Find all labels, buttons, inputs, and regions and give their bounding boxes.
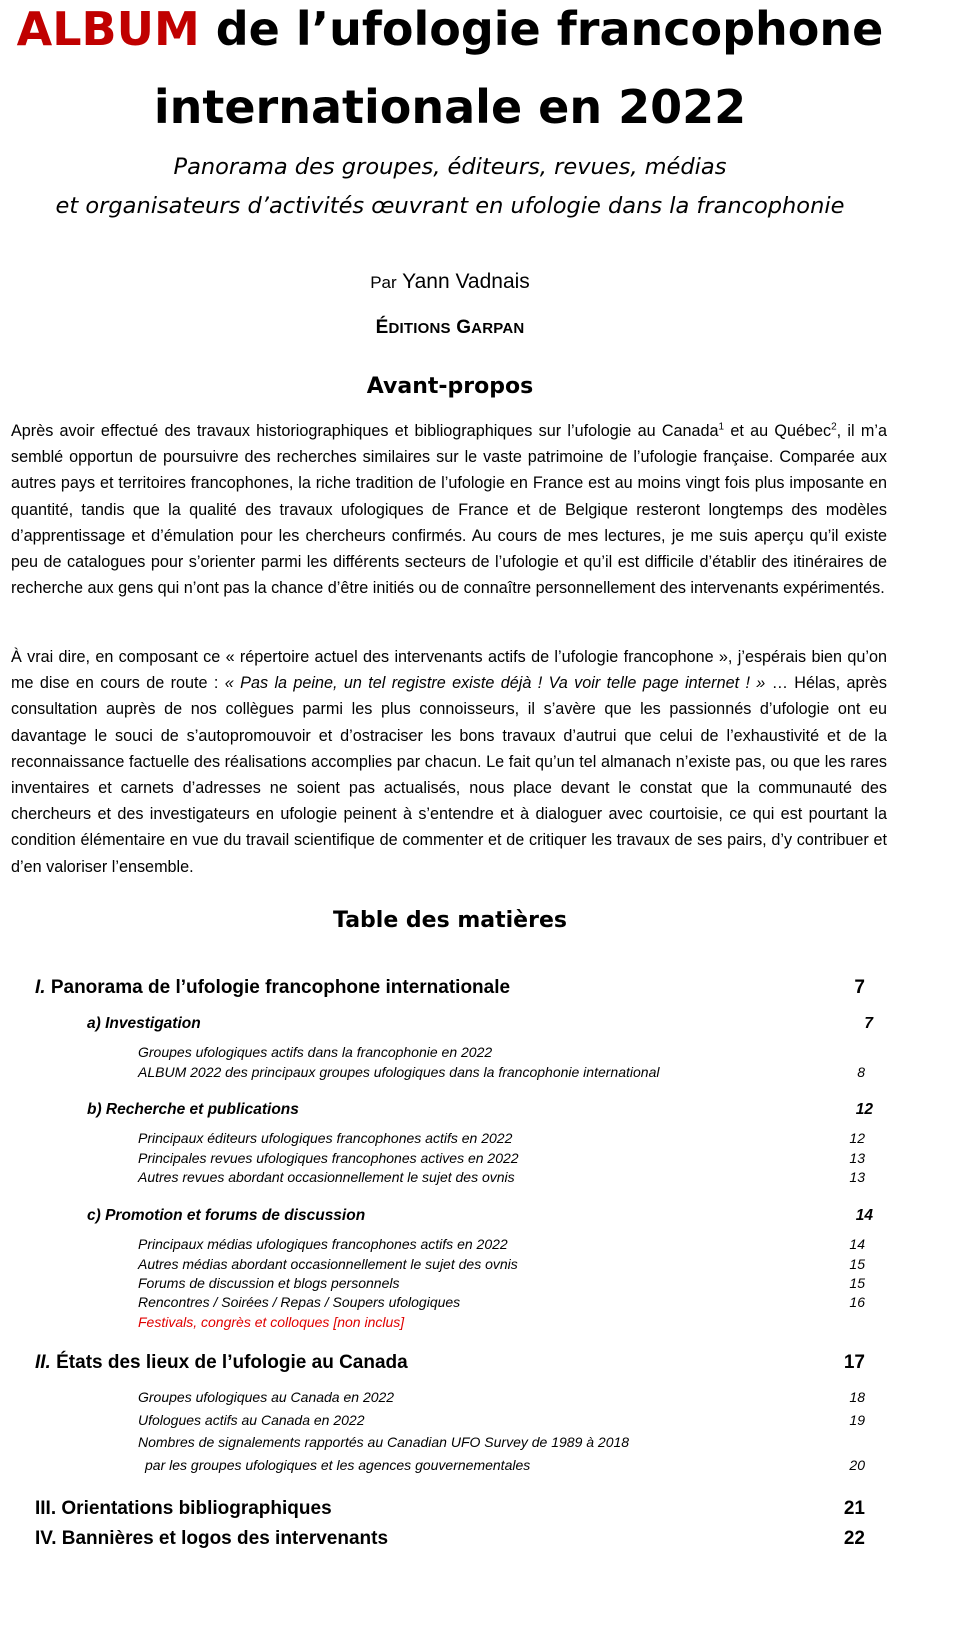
author-name: Yann Vadnais bbox=[402, 270, 530, 293]
toc-item-continuation[interactable] bbox=[0, 1457, 979, 1481]
toc-item-label: ALBUM 2022 des principaux groupes ufologiques dans la francophonie international bbox=[138, 1064, 660, 1080]
byline-prefix: Par bbox=[370, 273, 397, 292]
toc-subsection-1c[interactable] bbox=[0, 1207, 979, 1231]
toc-section-2[interactable] bbox=[0, 1352, 979, 1376]
toc-section-2-label: États des lieux de l’ufologie au Canada bbox=[50, 1352, 408, 1373]
toc-item-label: Principaux médias ufologiques francophones actifs en 2022 bbox=[138, 1236, 508, 1252]
toc-item-label: Groupes ufologiques au Canada en 2022 bbox=[138, 1389, 395, 1405]
toc-subsection-1b-page: 12 bbox=[855, 1101, 873, 1118]
title-rest: de l’ufologie francophone bbox=[215, 2, 884, 56]
toc-item-label: par les groupes ufologiques et les agences gouvernementales bbox=[145, 1457, 531, 1473]
publisher-small-caps-1: DITIONS bbox=[388, 320, 451, 337]
toc-item-label: Festivals, congrès et colloques [non inclus] bbox=[138, 1314, 405, 1330]
publisher bbox=[0, 317, 900, 339]
foreword-paragraph-2 bbox=[11, 644, 887, 880]
toc-section-3[interactable] bbox=[0, 1498, 979, 1522]
footnote-ref-1[interactable]: 1 bbox=[718, 421, 725, 433]
toc-item-page: 18 bbox=[849, 1389, 865, 1405]
toc-subsection-1a-label: a) Investigation bbox=[87, 1015, 201, 1032]
toc-section-1-label: Panorama de l’ufologie francophone internationale bbox=[45, 977, 511, 998]
toc-item[interactable] bbox=[0, 1389, 979, 1413]
p2-text-b: … Hélas, après consultation auprès de nos collègues parmi les plus connoisseurs, il s’avère que les passionnés d’ufologie ont eu davantage le souci de s’autopromouvoir et d’ostraciser les bons travaux d’autrui que celui de l’exhaustivité et de la reconnaissance factuelle des réalisations accomplies par chacun. Le fait qu’un tel almanach n’existe pas, ou que les rares inventaires et carnets d’adresses ne soient pas actualisés, nous place devant le constat que la communauté des chercheurs et des investigateurs en ufologie peinent à s’entendre et à dialoguer avec courtoisie, ce qui est pourtant la condition élémentaire en vue du travail scientifique de commenter et de critiquer les travaux de ses pairs, d’y contribuer et d’en valoriser l’ensemble. bbox=[11, 674, 888, 876]
toc-subsection-1a[interactable] bbox=[0, 1015, 979, 1039]
toc-section-1[interactable] bbox=[0, 977, 979, 1001]
toc-item-excluded[interactable] bbox=[0, 1314, 979, 1338]
toc-section-2-number: II. bbox=[35, 1352, 51, 1373]
byline bbox=[0, 270, 900, 294]
title-line-1 bbox=[0, 4, 900, 54]
toc-item-label: Rencontres / Soirées / Repas / Soupers ufologiques bbox=[138, 1294, 461, 1310]
p2-text-a: À vrai dire, en composant ce « répertoire actuel des intervenants actifs de l’ufologie francophone », j’espérais bien qu’on me dise en cours de route : bbox=[11, 648, 887, 693]
toc-section-3-page: 21 bbox=[843, 1498, 865, 1519]
toc-section-1-number: I. bbox=[35, 977, 46, 998]
toc-item-page: 16 bbox=[849, 1294, 865, 1310]
toc-subsection-1a-page: 7 bbox=[864, 1015, 873, 1032]
toc-item[interactable] bbox=[0, 1169, 979, 1193]
toc-item-label: Nombres de signalements rapportés au Canadian UFO Survey de 1989 à 2018 bbox=[138, 1434, 630, 1450]
toc-subsection-1c-page: 14 bbox=[855, 1207, 873, 1224]
toc-item-page: 20 bbox=[849, 1457, 865, 1473]
toc-item-page: 13 bbox=[849, 1150, 865, 1166]
subtitle-line-2: et organisateurs d’activités œuvrant en ufologie dans la francophonie bbox=[55, 193, 845, 219]
toc-item-page: 15 bbox=[849, 1256, 865, 1272]
subtitle-line-1: Panorama des groupes, éditeurs, revues, médias bbox=[173, 154, 727, 180]
p1-text-a: Après avoir effectué des travaux historiographiques et bibliographiques sur l’ufologie au Canada bbox=[11, 422, 719, 440]
toc-item-label: Forums de discussion et blogs personnels bbox=[138, 1275, 400, 1291]
toc-subsection-1b-label: b) Recherche et publications bbox=[87, 1101, 299, 1118]
toc-item-page: 8 bbox=[857, 1064, 865, 1080]
p1-text-b: et au Québec bbox=[724, 422, 832, 440]
toc-item-label: Principaux éditeurs ufologiques francophones actifs en 2022 bbox=[138, 1130, 513, 1146]
toc-section-3-label: III. Orientations bibliographiques bbox=[35, 1498, 332, 1519]
toc-section-2-page: 17 bbox=[843, 1352, 865, 1373]
toc-section-1-page: 7 bbox=[854, 977, 865, 998]
publisher-initial-e: É bbox=[375, 317, 389, 338]
title-accent: ALBUM bbox=[16, 2, 200, 56]
toc-subsection-1b[interactable] bbox=[0, 1101, 979, 1125]
publisher-small-caps-2: ARPAN bbox=[471, 320, 525, 337]
toc-item-page: 12 bbox=[849, 1130, 865, 1146]
toc-item-page: 13 bbox=[849, 1169, 865, 1185]
toc-item-label: Groupes ufologiques actifs dans la francophonie en 2022 bbox=[138, 1044, 493, 1060]
toc-item-page: 14 bbox=[849, 1236, 865, 1252]
toc-item-page: 19 bbox=[849, 1412, 865, 1428]
toc-item-label: Principales revues ufologiques francophones actives en 2022 bbox=[138, 1150, 519, 1166]
p2-quote: « Pas la peine, un tel registre existe déjà ! Va voir telle page internet ! » bbox=[224, 674, 766, 693]
toc-item-label: Ufologues actifs au Canada en 2022 bbox=[138, 1412, 365, 1428]
publisher-initial-g: G bbox=[456, 317, 472, 338]
toc-item[interactable] bbox=[0, 1064, 979, 1088]
toc-subsection-1c-label: c) Promotion et forums de discussion bbox=[87, 1207, 366, 1224]
title-line-2: internationale en 2022 bbox=[153, 80, 747, 134]
p1-text-c: , il m’a semblé opportun de poursuivre des recherches similaires sur le vaste patrimoine de l’ufologie française. Comparée aux autres pays et territoires francophones, la riche tradition de l’ufologie en France est au moins vingt fois plus imposante en quantité, tandis que la qualité des travaux ufologiques de France et de Belgique resteront longtemps des modèles d’apprentissage et d’émulation pour les chercheurs confirmés. Au cours de mes lectures, je me suis aperçu qu’il existe peu de catalogues pour s’orienter parmi les différents secteurs de l’ufologie et qu’il est difficile d’établir des itinéraires de recherche aux gens qui n’ont pas la chance d’être initiés ou de connaître personnellement des intervenants expérimentés. bbox=[11, 422, 887, 598]
toc-section-4-page: 22 bbox=[843, 1528, 865, 1549]
toc-item-label: Autres revues abordant occasionnellement le sujet des ovnis bbox=[138, 1169, 515, 1185]
toc-item-label: Autres médias abordant occasionnellement le sujet des ovnis bbox=[138, 1256, 518, 1272]
toc-section-4-label: IV. Bannières et logos des intervenants bbox=[35, 1528, 389, 1549]
toc-section-4[interactable] bbox=[0, 1528, 979, 1552]
toc-item-page: 15 bbox=[849, 1275, 865, 1291]
foreword-heading: Avant-propos bbox=[366, 374, 534, 399]
toc-item[interactable] bbox=[0, 1434, 979, 1458]
footnote-ref-2[interactable]: 2 bbox=[831, 421, 837, 433]
foreword-paragraph-1 bbox=[11, 418, 887, 601]
toc-item[interactable] bbox=[0, 1412, 979, 1436]
toc-heading: Table des matières bbox=[333, 908, 567, 933]
